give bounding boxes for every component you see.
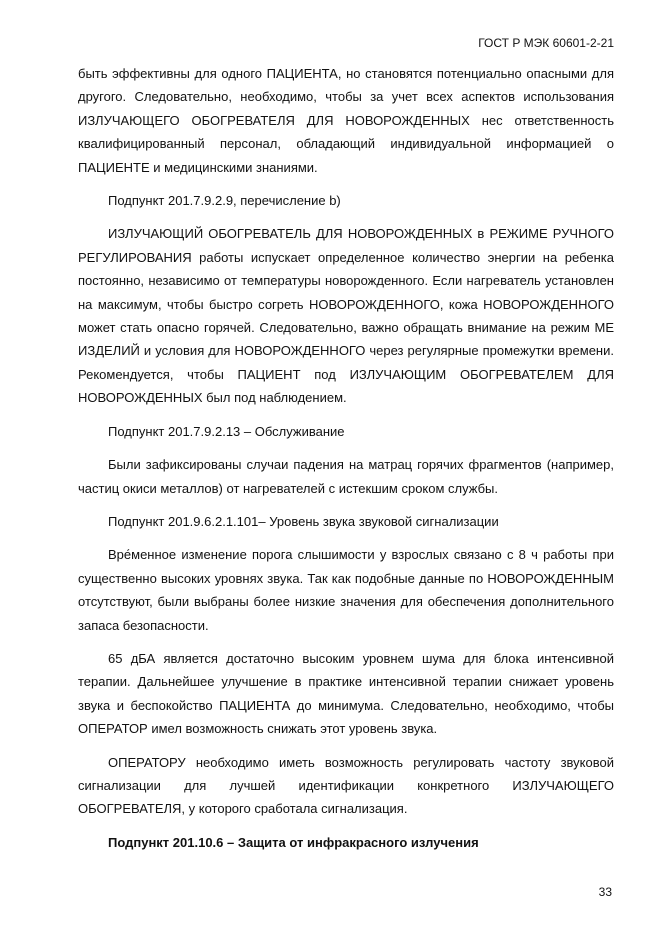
subclause-heading-201-7-9-2-9: Подпункт 201.7.9.2.9, перечисление b): [108, 193, 341, 209]
paragraph-hot-fragments: Были зафиксированы случаи падения на матрац горячих фрагментов (например, частиц окиси металлов) от нагревателей с истекшим сроком службы.: [78, 457, 614, 496]
paragraph-alarm-frequency: ОПЕРАТОРУ необходимо иметь возможность регулировать частоту звуковой сигнализации для лучшей идентификации конкретного ИЗЛУЧАЮЩЕГО ОБОГРЕВАТЕЛЯ, у которого сработала сигнализация.: [78, 754, 614, 817]
doc-code: ГОСТ Р МЭК 60601-2-21: [478, 36, 614, 50]
subclause-heading-201-7-9-2-13: Подпункт 201.7.9.2.13 – Обслуживание: [108, 423, 345, 439]
page-number: 33: [598, 885, 612, 899]
subclause-heading-201-9-6-2-1-101: Подпункт 201.9.6.2.1.101– Уровень звука звуковой сигнализации: [108, 513, 499, 529]
subclause-heading-201-10-6: Подпункт 201.10.6 – Защита от инфракрасного излучения: [108, 834, 479, 850]
document-header: [478, 36, 614, 50]
paragraph-hearing-threshold: Вре́менное изменение порога слышимости у взрослых связано с 8 ч работы при существенно высоких уровнях звука. Так как подобные данные по НОВОРОЖДЕННЫМ отсутствуют, были выбраны более низкие значения для обеспечения дополнительного запаса безопасности.: [78, 547, 614, 633]
paragraph-radiant-warmer-manual-mode: ИЗЛУЧАЮЩИЙ ОБОГРЕВАТЕЛЬ ДЛЯ НОВОРОЖДЕННЫХ в РЕЖИМЕ РУЧНОГО РЕГУЛИРОВАНИЯ работы испускает определенное количество энергии на ребенка постоянно, независимо от температуры новорожденного. Если нагреватель установлен на максимум, чтобы быстро согреть НОВОРОЖДЕННОГО, кожа НОВОРОЖДЕННОГО может стать опасно горячей. Следовательно, важно обращать внимание на режим МЕ ИЗДЕЛИЙ и условия для НОВОРОЖДЕННОГО через регулярные промежутки времени. Рекомендуется, чтобы ПАЦИЕНТ под ИЗЛУЧАЮЩИМ ОБОГРЕВАТЕЛЕМ ДЛЯ НОВОРОЖДЕННЫХ был под наблюдением.: [78, 226, 614, 406]
page-content: [78, 62, 614, 864]
paragraph-continuation: быть эффективны для одного ПАЦИЕНТА, но становятся потенциально опасными для другого. Следовательно, необходимо, чтобы за учет всех аспектов использования ИЗЛУЧАЮЩЕГО ОБОГРЕВАТЕЛЯ ДЛЯ НОВОРОЖДЕННЫХ нес ответственность квалифицированный персонал, обладающий индивидуальной информацией о ПАЦИЕНТЕ и медицинскими знаниями.: [78, 66, 614, 175]
paragraph-65-dba: 65 дБА является достаточно высоким уровнем шума для блока интенсивной терапии. Дальнейшее улучшение в практике интенсивной терапии снижает уровень звука и беспокойство ПАЦИЕНТА до минимума. Следовательно, необходимо, чтобы ОПЕРАТОР имел возможность снижать этот уровень звука.: [78, 650, 614, 737]
